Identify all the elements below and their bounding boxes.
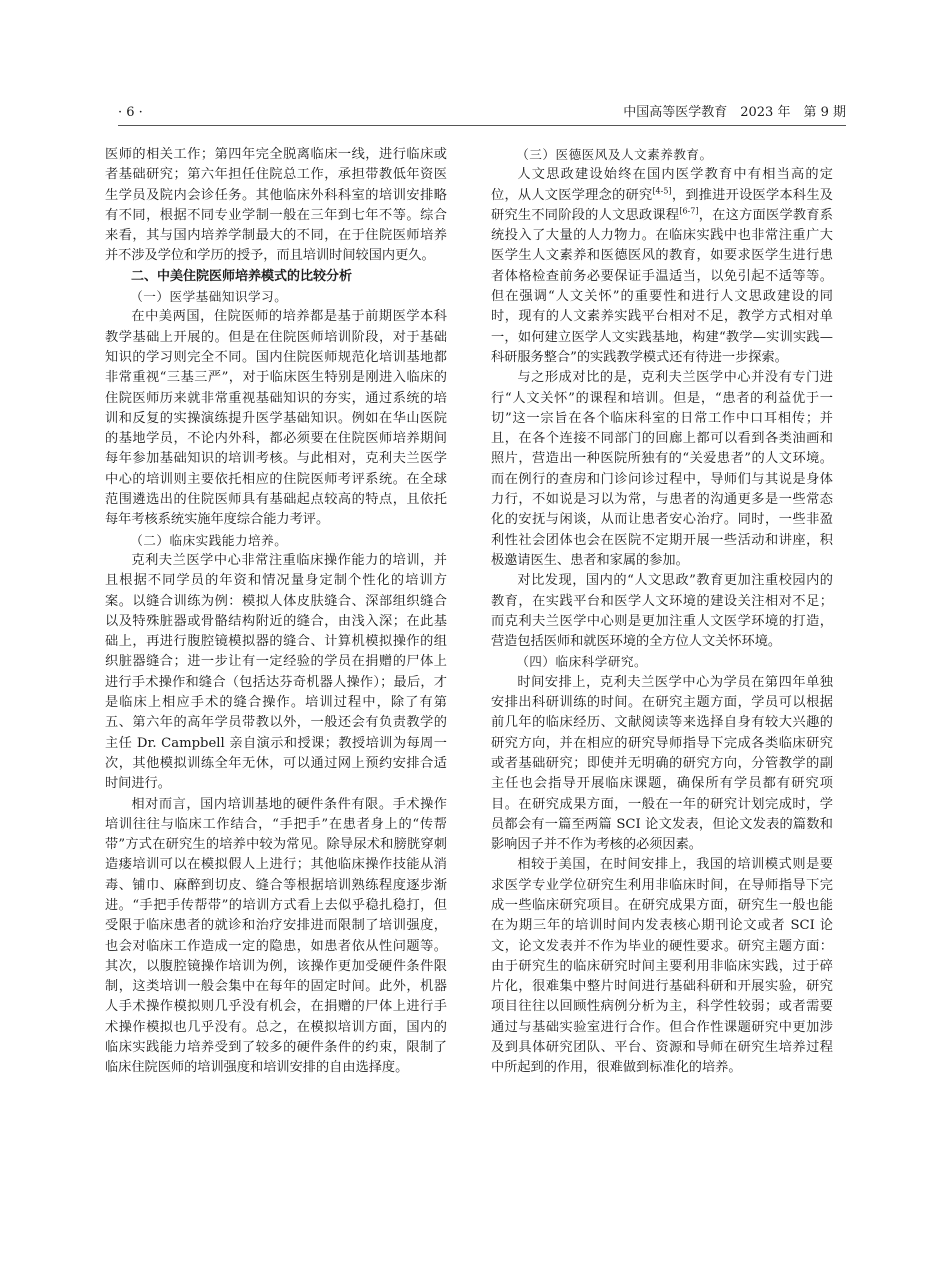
subsection-heading: （四）临床科学研究。 xyxy=(516,654,648,670)
citation: [4-5] xyxy=(652,186,672,196)
page-number: · 6 · xyxy=(118,105,143,120)
text-run: ，在这方面医学教育系统投入了大量的人力物力。在临床实践中也非常注重广大医学生人文素养和医德医风的教育，如要求医学生进行患者体格检查前务必要保证手温适当，以免引起不适等等。但在强调“人文关怀”的重要性和进行人文思政建设的同时，现有的人文素养实践平台相对不足，教学方式相对单一，如何建立医学人文实践基地，构建“教学—实训实践—科研服务整合”的实践教学模式还有待进一步探索。 xyxy=(491,207,833,365)
header-rule xyxy=(118,125,846,126)
subsection-heading: （三）医德医风及人文素养教育。 xyxy=(516,147,713,162)
text-run: ，到推进开设医学本科生及研究生不同阶段的人文思政课程 xyxy=(491,187,833,223)
paragraph: 对比发现，国内的“人文思政”教育更加注重校园内的教育，在实践平台和医学人文环境的建设关注相对不足；而克利夫兰医学中心则是更加注重人文医学环境的打造，营造包括医师和就医环境的全方位人文关怀环境。 xyxy=(491,573,833,650)
journal-title: 中国高等医学教育 2023 年 第 9 期 xyxy=(623,105,846,120)
paragraph xyxy=(491,165,833,368)
paragraph: 医师的相关工作；第四年完全脱离临床一线，进行临床或者基础研究；第六年担任住院总工作，承担带教低年资医生学员及院内会诊任务。其他临床外科科室的培训安排略有不同，根据不同专业学制一般在三年到七年不等。综合来看，其与国内培养学制最大的不同，在于住院医师培养并不涉及学位和学历的授予，而且培训时间较国内更久。 xyxy=(105,147,447,264)
paragraph: 在中美两国，住院医师的培养都是基于前期医学本科教学基础上开展的。但是在住院医师培训阶段，对于基础知识的学习则完全不同。国内住院医师规范化培训基地都非常重视“三基三严”，对于临床医生特别是刚进入临床的住院医师历来就非常重视基础知识的夯实，通过系统的培训和反复的实操演练提升医学基础知识。例如在华山医院的基地学员，不论内外科，都必须要在住院医师培养期间每年参加基础知识的培训考核。与此相对，克利夫兰医学中心的培训则主要依托相应的住院医师考评系统。在全球范围遴选出的住院医师具有基础起点较高的特点，且依托每年考核系统实施年度综合能力考评。 xyxy=(105,309,447,528)
section-heading: 二、中美住院医师培养模式的比较分析 xyxy=(131,268,353,284)
paragraph: 相较于美国，在时间安排上，我国的培训模式则是要求医学专业学位研究生利用非临床时间，在导师指导下完成一些临床研究项目。在研究成果方面，研究生一般也能在为期三年的培训时间内发表核心期刊论文或者 SCI 论文，论文发表并不作为毕业的硬性要求。研究主题方面：由于研究生的临床研究时间主要利用非临床实践，过于碎片化，很难集中整片时间进行基础科研和开展实验，研究项目往往以回顾性病例分析为主，科学性较弱；或者需要通过与基础实验室进行合作。但合作性课题研究中更加涉及到具体研究团队、平台、资源和导师在研究生培养过程中所起到的作用，很难做到标准化的培养。 xyxy=(491,857,833,1076)
subsection-heading: （二）临床实践能力培养。 xyxy=(130,532,288,548)
text-run: 人文思政建设始终在国内医学教育中有相当高的定位，从人文医学理念的研究 xyxy=(491,167,833,203)
paragraph: 相对而言，国内培训基地的硬件条件有限。手术操作培训往往与临床工作结合，“手把手”在患者身上的“传帮带”方式在研究生的培养中较为常见。除导尿术和膀胱穿刺造瘘培训可以在模拟假人上进行；其他临床操作技能从消毒、铺巾、麻醉到切皮、缝合等根据培训熟练程度逐步渐进。“手把手传帮带”的培训方式看上去似乎稳扎稳打，但受限于临床患者的就诊和治疗安排进而限制了培训强度，也会对临床工作造成一定的隐患，如患者依从性问题等。其次，以腹腔镜操作培训为例，该操作更加受硬件条件限制，这类培训一般会集中在每年的固定时间。此外，机器人手术操作模拟则几乎没有机会，在捐赠的尸体上进行手术操作模拟也几乎没有。总之，在模拟培训方面，国内的临床实践能力培养受到了较多的硬件条件的约束，限制了临床住院医师的培训强度和培训安排的自由选择度。 xyxy=(105,796,447,1076)
citation: [6-7] xyxy=(679,206,699,216)
right-column xyxy=(491,145,833,1079)
left-column xyxy=(105,145,447,1079)
subsection-heading: （一）医学基础知识学习。 xyxy=(130,289,288,305)
paragraph: 与之形成对比的是，克利夫兰医学中心并没有专门进行“人文关怀”的课程和培训。但是，“患者的利益优于一切”这一宗旨在各个临床科室的日常工作中口耳相传；并且，在各个连接不同部门的回廊上都可以看到各类油画和照片，营造出一种医院所独有的“关爱患者”的人文环境。而在例行的查房和门诊问诊过程中，导师们与其说是身体力行，不如说是习以为常，与患者的沟通更多是一些常态化的安抚与闲谈，从而让患者安心治疗。同时，一些非盈利性社会团体也会在医院不定期开展一些活动和讲座，积极邀请医生、患者和家属的参加。 xyxy=(491,370,833,568)
paragraph: 克利夫兰医学中心非常注重临床操作能力的培训，并且根据不同学员的年资和情况量身定制个性化的培训方案。以缝合训练为例：模拟人体皮肤缝合、深部组织缝合以及特殊脏器或骨骼结构附近的缝合，由浅入深；在此基础上，再进行腹腔镜模拟器的缝合、计算机模拟操作的组织脏器缝合；进一步让有一定经验的学员在捐赠的尸体上进行手术操作和缝合（包括达芬奇机器人操作）；最后，才是临床上相应手术的缝合操作。培训过程中，除了有第五、第六年的高年学员带教以外，一般还会有负责教学的主任 Dr. Campbell 亲自演示和授课；教授培训为每周一次，其他模拟训练全年无休，可以通过网上预约安排合适时间进行。 xyxy=(105,552,447,792)
page-header xyxy=(118,103,846,123)
paragraph: 时间安排上，克利夫兰医学中心为学员在第四年单独安排出科研训练的时间。在研究主题方面，学员可以根据前几年的临床经历、文献阅读等来选择自身有较大兴趣的研究方向，并在相应的研究导师指导下完成各类临床研究或者基础研究；即使并无明确的研究方向，分管教学的副主任也会指导开展临床课题，确保所有学员都有研究项目。在研究成果方面，一般在一年的研究计划完成时，学员都会有一篇至两篇 SCI 论文发表，但论文发表的篇数和影响因子并不作为考核的必须因素。 xyxy=(491,674,833,853)
